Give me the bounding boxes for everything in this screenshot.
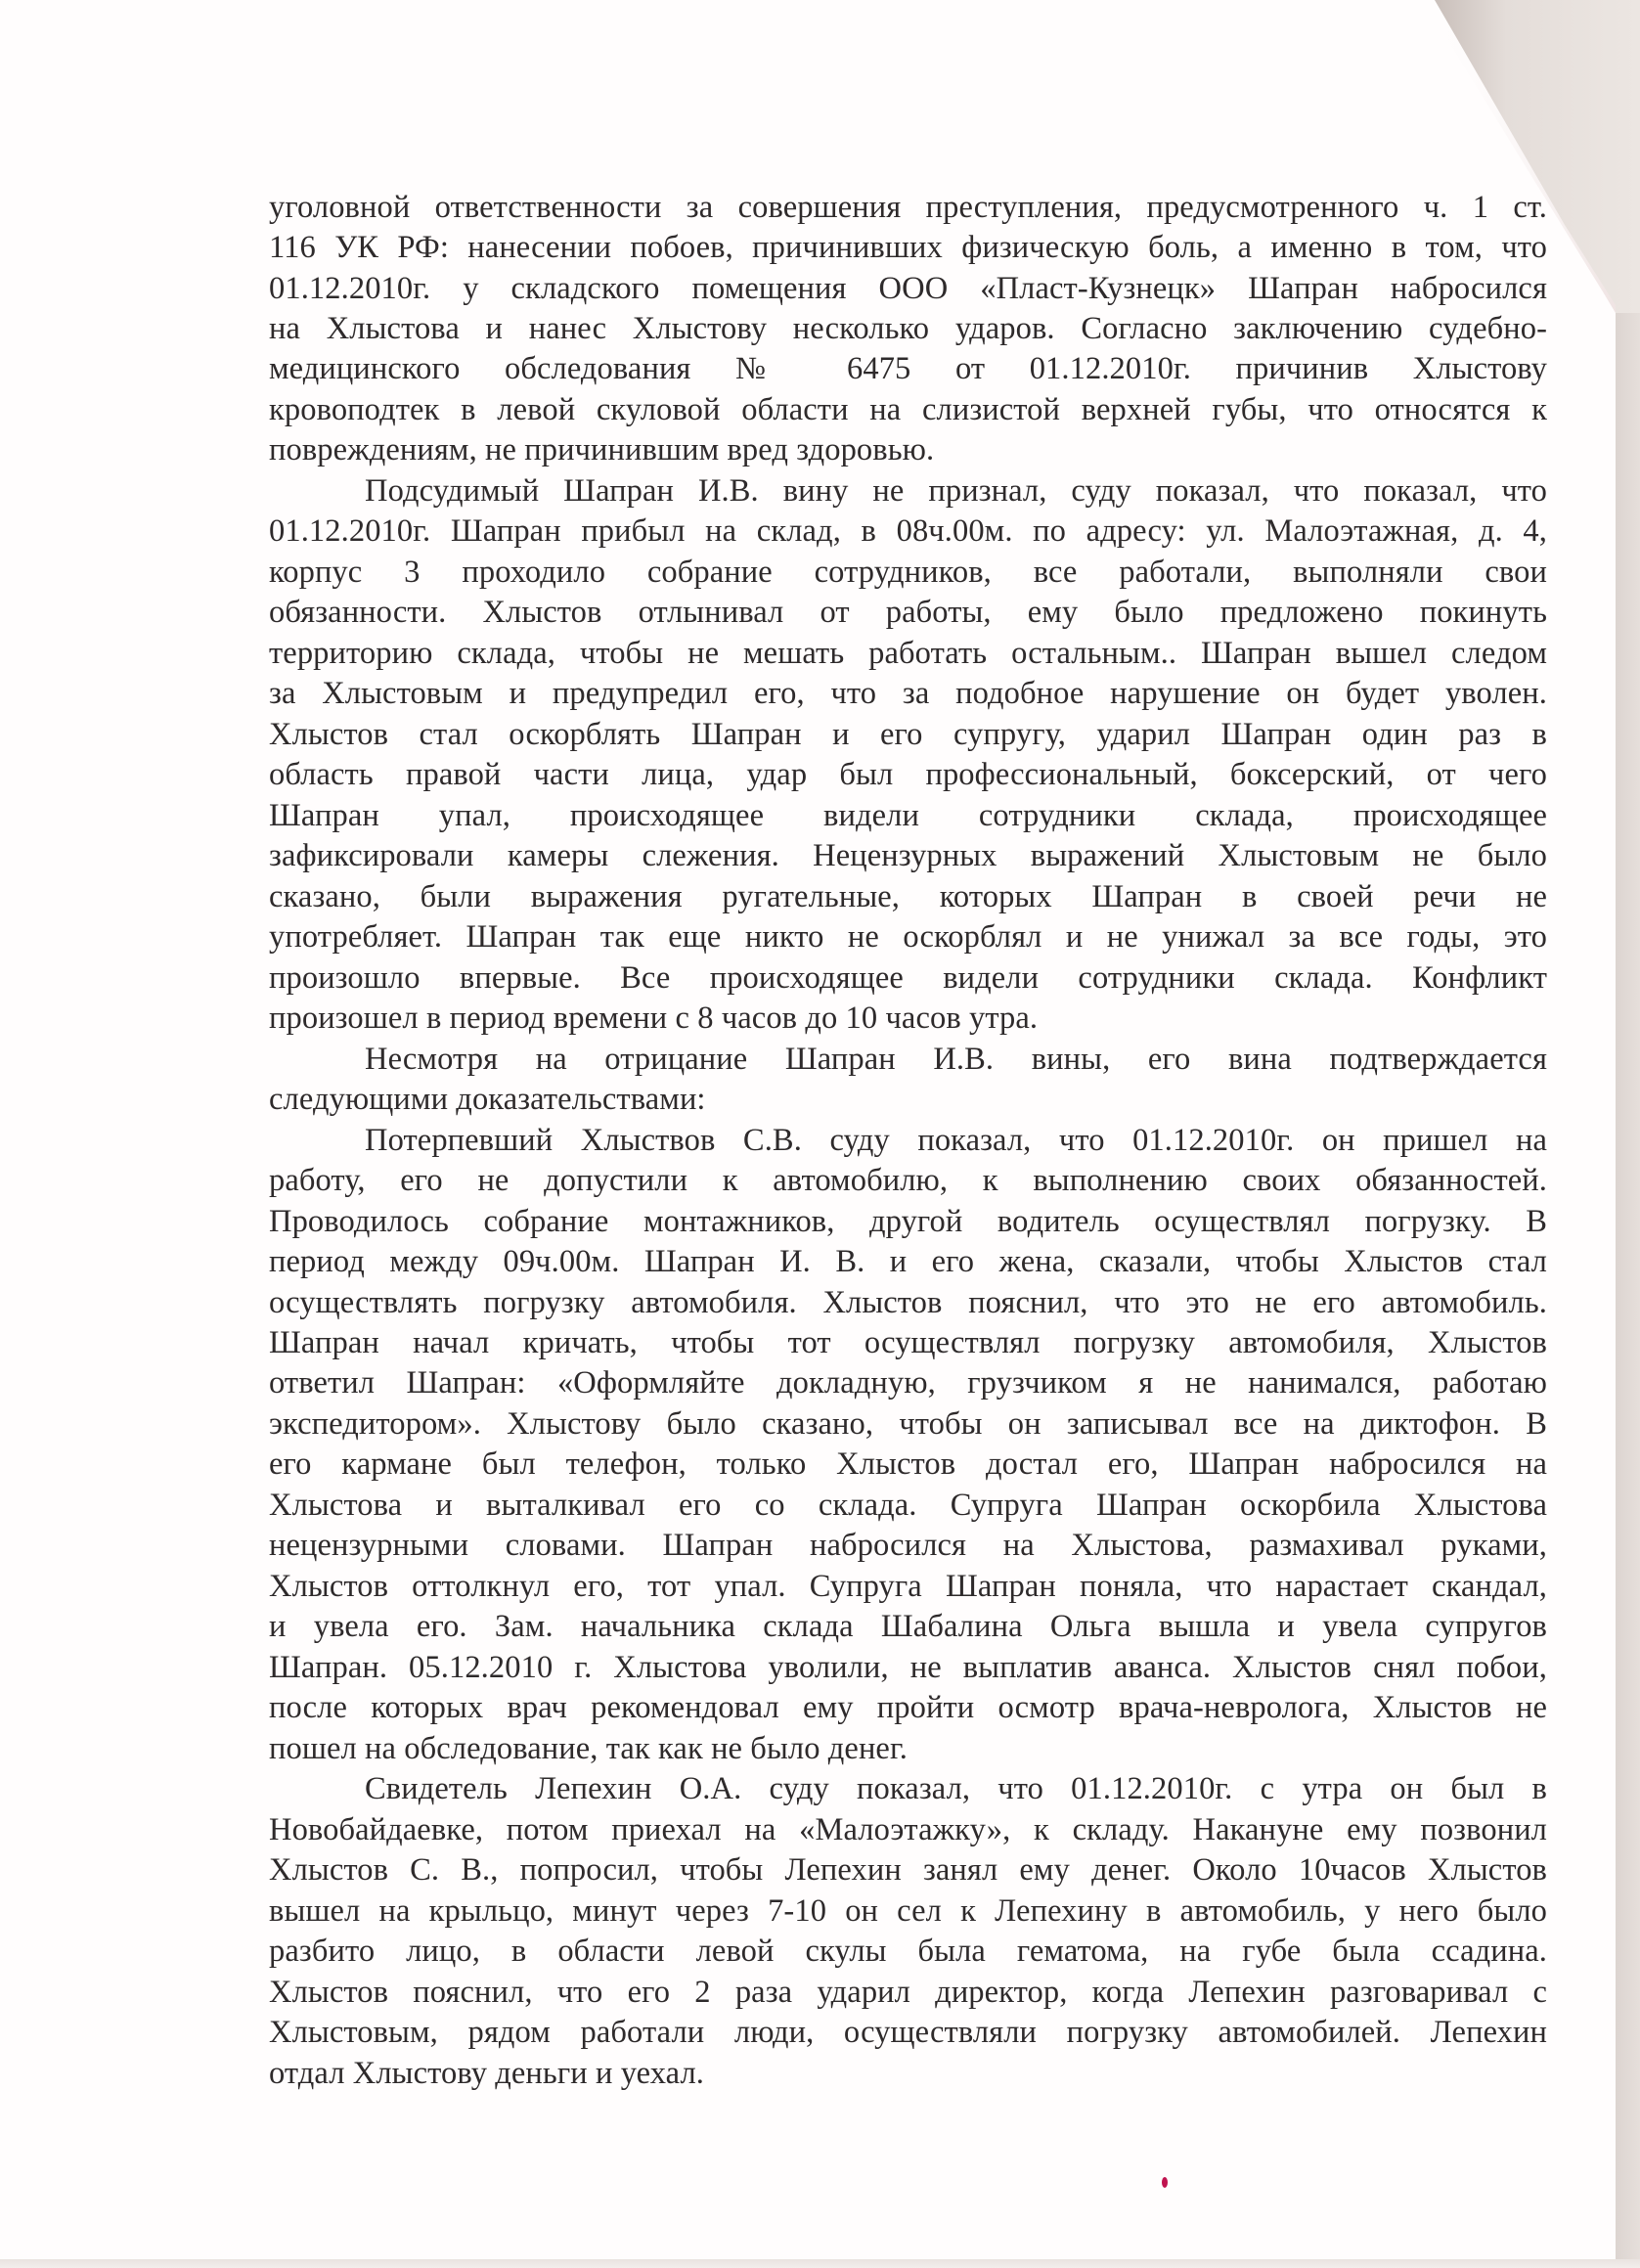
text-line: Хлыстов С. В., попросил, чтобы Лепехин занял ему денег. Около 10часов Хлыстов <box>269 1852 1547 1889</box>
text-line: ответил Шапран: «Оформляйте докладную, грузчиком я не нанимался, работаю <box>269 1365 1547 1401</box>
text-line: Шапран начал кричать, чтобы тот осуществлял погрузку автомобиля, Хлыстов <box>269 1324 1547 1360</box>
text-line: Хлыстов пояснил, что его 2 раза ударил директор, когда Лепехин разговаривал с <box>269 1974 1547 2010</box>
text-line: 01.12.2010г. Шапран прибыл на склад, в 08ч.00м. по адресу: ул. Малоэтажная, д. 4, <box>269 513 1547 550</box>
text-line: корпус 3 проходило собрание сотрудников, все работали, выполняли свои <box>269 554 1547 590</box>
scanner-edge-shadow <box>1616 0 1640 2268</box>
text-line: Шапран упал, происходящее видели сотрудники склада, происходящее <box>269 797 1547 833</box>
text-line: 116 УК РФ: нанесении побоев, причинивших физическую боль, а именно в том, что <box>269 230 1547 265</box>
text-line: медицинского обследования № 6475 от 01.12.2010г. причинив Хлыстову <box>269 351 1547 387</box>
text-line: Несмотря на отрицание Шапран И.В. вины, его вина подтверждается <box>365 1041 1547 1077</box>
scanner-bottom-edge <box>0 2259 1640 2268</box>
text-line: отдал Хлыстову деньги и уехал. <box>269 2055 705 2091</box>
text-line: территорию склада, чтобы не мешать работать остальным.. Шапран вышел следом <box>269 635 1547 671</box>
text-line: повреждениям, не причинившим вред здоровью. <box>269 432 935 468</box>
text-line: пошел на обследование, так как не было денег. <box>269 1730 908 1766</box>
text-line: Проводилось собрание монтажников, другой водитель осуществлял погрузку. В <box>269 1203 1547 1239</box>
text-line: Подсудимый Шапран И.В. вину не признал, суду показал, что показал, что <box>365 472 1547 509</box>
text-line: его кармане был телефон, только Хлыстов достал его, Шапран набросился на <box>269 1446 1547 1483</box>
text-line: область правой части лица, удар был профессиональный, боксерский, от чего <box>269 757 1547 793</box>
text-line: произошло впервые. Все происходящее видели сотрудники склада. Конфликт <box>269 959 1547 996</box>
text-line: за Хлыстовым и предупредил его, что за подобное нарушение он будет уволен. <box>269 676 1547 712</box>
text-line: уголовной ответственности за совершения преступления, предусмотренного ч. 1 ст. <box>269 189 1547 225</box>
text-line: осуществлять погрузку автомобиля. Хлыстов пояснил, что это не его автомобиль. <box>269 1284 1547 1320</box>
text-line: Новобайдаевке, потом приехал на «Малоэтажку», к складу. Накануне ему позвонил <box>269 1811 1547 1847</box>
text-line: и увела его. Зам. начальника склада Шабалина Ольга вышла и увела супругов <box>269 1609 1547 1645</box>
text-line: употребляет. Шапран так еще никто не оскорблял и не унижал за все годы, это <box>269 919 1547 956</box>
text-line: кровоподтек в левой скуловой области на слизистой верхней губы, что относятся к <box>269 391 1547 427</box>
text-line: следующими доказательствами: <box>269 1082 706 1118</box>
text-line: разбито лицо, в области левой скулы была гематома, на губе была ссадина. <box>269 1934 1547 1970</box>
text-line: обязанности. Хлыстов отлынивал от работы, ему было предложено покинуть <box>269 595 1547 631</box>
text-line: работу, его не допустили к автомобилю, к выполнению своих обязанностей. <box>269 1163 1547 1198</box>
text-line: Потерпевший Хлыствов С.В. суду показал, что 01.12.2010г. он пришел на <box>365 1122 1547 1158</box>
text-line: период между 09ч.00м. Шапран И. В. и его жена, сказали, чтобы Хлыстов стал <box>269 1244 1547 1279</box>
text-line: Хлыстов стал оскорблять Шапран и его супругу, ударил Шапран один раз в <box>269 716 1547 752</box>
text-line: 01.12.2010г. у складского помещения ООО «Пласт-Кузнецк» Шапран набросился <box>269 270 1547 306</box>
text-line: произошел в период времени с 8 часов до 10 часов утра. <box>269 1001 1039 1037</box>
text-line: сказано, были выражения ругательные, которых Шапран в своей речи не <box>269 878 1547 914</box>
text-line: на Хлыстова и нанес Хлыстову несколько ударов. Согласно заключению судебно- <box>269 310 1547 346</box>
text-line: вышел на крыльцо, минут через 7-10 он сел к Лепехину в автомобиль, у него было <box>269 1892 1547 1929</box>
text-line: нецензурными словами. Шапран набросился на Хлыстова, размахивал руками, <box>269 1528 1547 1564</box>
text-line: зафиксировали камеры слежения. Нецензурных выражений Хлыстовым не было <box>269 838 1547 874</box>
text-line: Свидетель Лепехин О.А. суду показал, что 01.12.2010г. с утра он был в <box>365 1771 1547 1807</box>
text-line: экспедитором». Хлыстову было сказано, чтобы он записывал все на диктофон. В <box>269 1405 1547 1442</box>
red-ink-speck <box>1162 2177 1168 2188</box>
text-line: Хлыстовым, рядом работали люди, осуществляли погрузку автомобилей. Лепехин <box>269 2015 1547 2051</box>
text-line: Хлыстов оттолкнул его, тот упал. Супруга Шапран поняла, что нарастает скандал, <box>269 1568 1547 1604</box>
text-line: после которых врач рекомендовал ему пройти осмотр врача-невролога, Хлыстов не <box>269 1690 1547 1726</box>
text-line: Шапран. 05.12.2010 г. Хлыстова уволили, не выплатив аванса. Хлыстов снял побои, <box>269 1649 1547 1685</box>
text-line: Хлыстова и выталкивал его со склада. Супруга Шапран оскорбила Хлыстова <box>269 1487 1547 1523</box>
